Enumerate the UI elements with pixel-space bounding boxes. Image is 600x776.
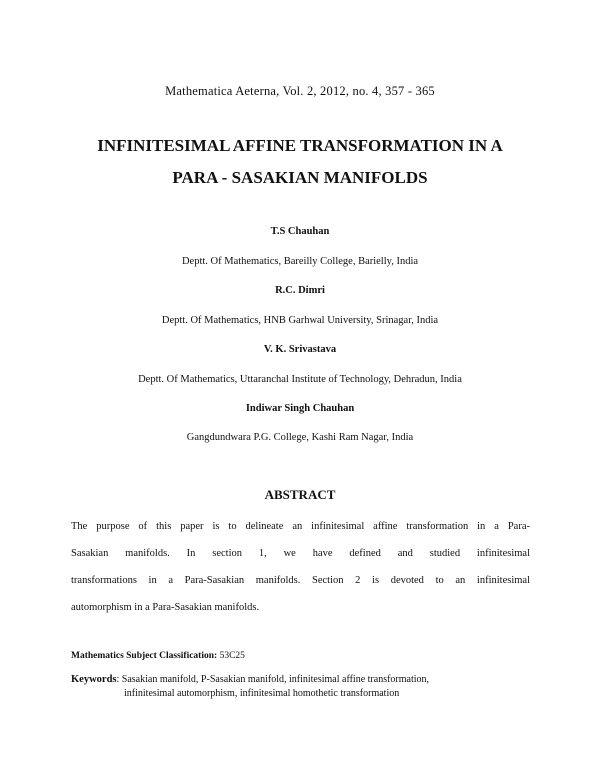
abstract-line: automorphism in a Para-Sasakian manifolds. [71, 602, 260, 613]
title-line-1: INFINITESIMAL AFFINE TRANSFORMATION IN A [97, 136, 503, 155]
abstract-line: The purpose of this paper is to delineate an infinitesimal affine transformation in a Para- [71, 521, 530, 532]
keywords-line-2: infinitesimal automorphism, infinitesimal homothetic transformation [124, 688, 400, 699]
abstract-line: Sasakian manifolds. In section 1, we have defined and studied infinitesimal [71, 548, 530, 559]
abstract-line: transformations in a Para-Sasakian manifolds. Section 2 is devoted to an infinitesimal [71, 575, 530, 586]
author-name: R.C. Dimri [275, 285, 325, 296]
author-name: T.S Chauhan [270, 226, 330, 237]
msc-value: 53C25 [219, 651, 245, 661]
title-line-2: PARA - SASAKIAN MANIFOLDS [172, 168, 428, 187]
keywords-label: Keywords [71, 674, 117, 685]
abstract-body [71, 513, 530, 621]
journal-citation: Mathematica Aeterna, Vol. 2, 2012, no. 4, 357 - 365 [165, 84, 435, 98]
author-affiliation: Deptt. Of Mathematics, HNB Garhwal University, Srinagar, India [161, 315, 439, 326]
keywords [71, 673, 429, 701]
author-name: Indiwar Singh Chauhan [245, 403, 355, 414]
subject-classification [71, 651, 245, 661]
author-affiliation: Deptt. Of Mathematics, Uttaranchal Institute of Technology, Dehradun, India [138, 374, 462, 385]
msc-label: Mathematics Subject Classification: [71, 651, 218, 661]
author-affiliation: Gangdundwara P.G. College, Kashi Ram Nagar, India [186, 432, 414, 443]
abstract-heading: ABSTRACT [264, 487, 336, 502]
author-affiliation: Deptt. Of Mathematics, Bareilly College, Barielly, India [181, 256, 419, 267]
author-name: V. K. Srivastava [263, 344, 337, 355]
keywords-line-1: : Sasakian manifold, P-Sasakian manifold, infinitesimal affine transformation, [116, 674, 430, 685]
paper-title [0, 130, 600, 194]
